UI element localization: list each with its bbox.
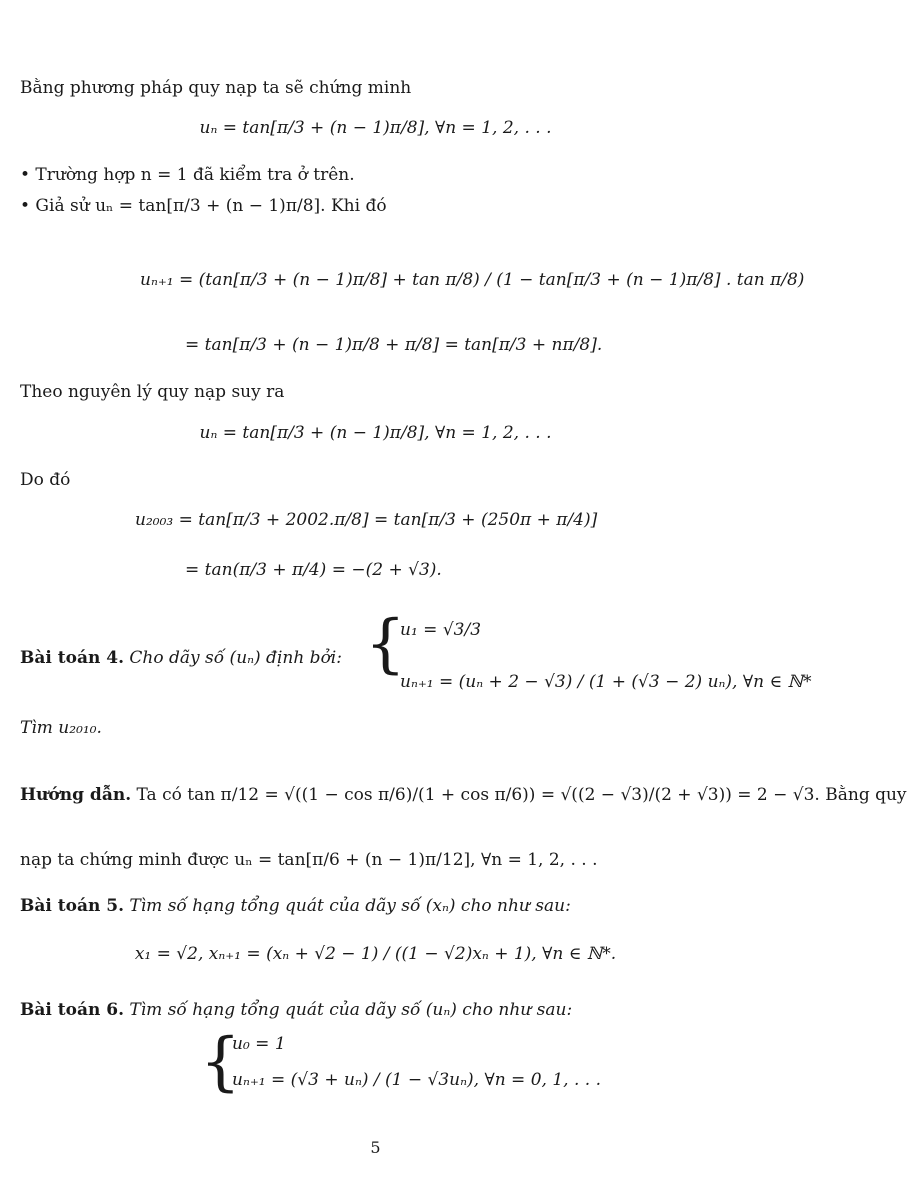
problem-6-brace: {	[200, 1025, 241, 1099]
hint-paragraph	[20, 785, 907, 806]
equation-u2003-line2: = tan(π/3 + π/4) = −(2 + √3).	[185, 560, 442, 580]
problem-5-equation: x₁ = √2, xₙ₊₁ = (xₙ + √2 − 1) / ((1 − √2)xₙ + 1), ∀n ∈ ℕ*.	[134, 944, 617, 964]
hint-label: Hướng dẫn.	[20, 785, 132, 805]
problem-5-statement	[20, 896, 571, 917]
bullet-assume: • Giả sử uₙ = tan[π/3 + (n − 1)π/8]. Khi đó	[20, 196, 387, 216]
problem-6-system-line1: u₀ = 1	[232, 1034, 286, 1054]
equation-u2003-line1: u₂₀₀₃ = tan[π/3 + 2002.π/8] = tan[π/3 + (250π + π/4)]	[135, 510, 598, 530]
induction-conclusion: Theo nguyên lý quy nạp suy ra	[20, 382, 285, 402]
intro-text: Bằng phương pháp quy nạp ta sẽ chứng minh	[20, 78, 412, 98]
problem-6-text: Tìm số hạng tổng quát của dãy số (uₙ) cho như sau:	[129, 1000, 573, 1020]
equation-un1-result: = tan[π/3 + (n − 1)π/8 + π/8] = tan[π/3 + nπ/8].	[185, 335, 603, 355]
problem-4-find: Tìm u₂₀₁₀.	[20, 718, 102, 738]
problem-4-statement	[20, 648, 342, 669]
problem-5-text: Tìm số hạng tổng quát của dãy số (xₙ) cho như sau:	[129, 896, 571, 916]
equation-un: uₙ = tan[π/3 + (n − 1)π/8], ∀n = 1, 2, . . .	[199, 118, 552, 138]
problem-4-label: Bài toán 4.	[20, 648, 124, 668]
bullet-case-1: • Trường hợp n = 1 đã kiểm tra ở trên.	[20, 165, 355, 185]
problem-5-label: Bài toán 5.	[20, 896, 124, 916]
equation-un1-fraction: uₙ₊₁ = (tan[π/3 + (n − 1)π/8] + tan π/8) / (1 − tan[π/3 + (n − 1)π/8] . tan π/8)	[140, 270, 805, 290]
hint-text: Ta có tan π/12 = √((1 − cos π/6)/(1 + cos π/6)) = √((2 − √3)/(2 + √3)) = 2 − √3. Bằng quy	[136, 785, 907, 805]
problem-6-statement	[20, 1000, 572, 1021]
problem-4-system-line2: uₙ₊₁ = (uₙ + 2 − √3) / (1 + (√3 − 2) uₙ), ∀n ∈ ℕ*	[400, 672, 812, 692]
problem-4-brace: {	[365, 607, 406, 681]
problem-4-text: Cho dãy số (uₙ) định bởi:	[129, 648, 342, 668]
problem-6-label: Bài toán 6.	[20, 1000, 124, 1020]
problem-4-system-line1: u₁ = √3/3	[400, 620, 482, 640]
hint-text-line2: nạp ta chứng minh được uₙ = tan[π/6 + (n − 1)π/12], ∀n = 1, 2, . . .	[20, 850, 598, 870]
problem-6-system-line2: uₙ₊₁ = (√3 + uₙ) / (1 − √3uₙ), ∀n = 0, 1, . . .	[232, 1070, 601, 1090]
equation-un-repeat: uₙ = tan[π/3 + (n − 1)π/8], ∀n = 1, 2, . . .	[199, 423, 552, 443]
page-number: 5	[370, 1138, 381, 1157]
therefore-text: Do đó	[20, 470, 71, 490]
